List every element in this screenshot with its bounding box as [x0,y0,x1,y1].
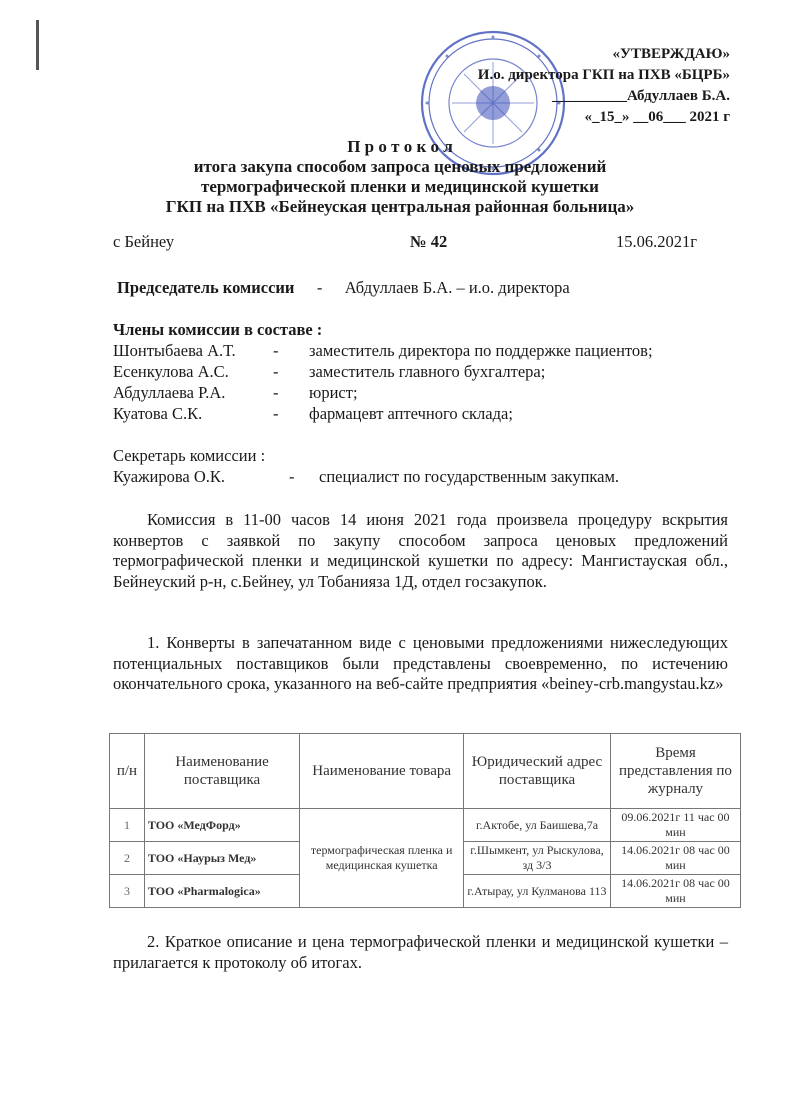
approval-line2: И.о. директора ГКП на ПХВ «БЦРБ» [477,67,730,83]
header-date: 15.06.2021г [616,232,698,251]
intro-paragraph: Комиссия в 11-00 часов 14 июня 2021 года произвела процедуру вскрытия конвертов с заявкой по закупу способом запроса ценовых предложений термографической пленки и медицинской кушетки по адресу: Мангистауская обл., Бейнеуский р-н, с.Бейнеу, ул Тобанияза 1Д, отдел госзакупок. [113,510,728,591]
approval-line4: «_15_» __06___ 2021 г [584,109,730,125]
secretary-name: Куажирова О.К. [113,467,226,486]
secretary-row: Куажирова О.К. - специалист по государственным закупкам. [113,467,620,486]
header-place: с Бейнеу [113,232,175,251]
header-number: № 42 [410,232,448,251]
member-role: заместитель директора по поддержке пациентов; [309,341,653,360]
table-row [110,809,741,842]
title-line1: П р о т о к о л [347,137,453,156]
row-supplier: ТОО «МедФорд» [144,809,299,842]
row-time: 14.06.2021г 08 час 00 мин [610,842,740,875]
item2-number: 2. [147,932,160,951]
secretary-role: специалист по государственным закупкам. [319,467,620,486]
member-name: Шонтыбаева А.Т. [113,341,236,360]
row-address: г.Атырау, ул Кулманова 113 [464,875,611,908]
row-supplier: ТОО «Pharmalogica» [144,875,299,908]
row-number: 2 [110,842,145,875]
item1-number: 1. [147,633,160,652]
member-role: фармацевт аптечного склада; [309,404,513,423]
col-header-address: Юридический адрес поставщика [464,734,611,809]
protocol-title [0,137,800,217]
chairman-person: Абдуллаев Б.А. – и.о. директора [344,278,570,297]
title-line3: термографической пленки и медицинской кушетки [201,177,599,196]
row-address: г.Актобе, ул Баишева,7а [464,809,611,842]
chairman-dash: - [316,278,323,297]
member-name: Куатова С.К. [113,404,203,423]
member-role: юрист; [309,383,358,402]
chairman-row [117,278,570,299]
secretary-heading: Секретарь комиссии : [113,446,266,465]
suppliers-table [109,733,741,908]
table-header-row [110,734,741,809]
member-name: Есенкулова А.С. [113,362,229,381]
item1-text: Конверты в запечатанном виде с ценовыми предложениями нижеследующих потенциальных поставщиков были представлены своевременно, по истечению окончательного срока, указанного на веб-сайте предприятия «beiney-crb.mangystau.kz» [113,633,729,693]
member-role: заместитель главного бухгалтера; [309,362,546,381]
approval-block [478,44,730,128]
approval-line3: __________Абдуллаев Б.А. [551,88,730,104]
row-time: 14.06.2021г 08 час 00 мин [610,875,740,908]
member-row: Есенкулова А.С. - заместитель главного бухгалтера; [113,362,546,381]
item1-paragraph [113,633,728,695]
row-product: термографическая пленка и медицинская кушетка [300,809,464,908]
row-number: 1 [110,809,145,842]
member-row: Абдуллаева Р.А. - юрист; [113,383,358,402]
col-header-time: Время представления по журналу [610,734,740,809]
row-supplier: ТОО «Наурыз Мед» [144,842,299,875]
member-row: Куатова С.К. - фармацевт аптечного склада; [113,404,513,423]
margin-mark [36,20,39,70]
title-line2: итога закупа способом запроса ценовых предложений [193,157,607,176]
item2-paragraph [113,932,728,973]
row-number: 3 [110,875,145,908]
col-header-number: п/н [110,734,145,809]
member-name: Абдуллаева Р.А. [113,383,226,402]
members-heading: Члены комиссии в составе : [113,320,323,339]
approval-line1: «УТВЕРЖДАЮ» [612,46,730,62]
col-header-supplier: Наименование поставщика [144,734,299,809]
row-address: г.Шымкент, ул Рыскулова, зд 3/3 [464,842,611,875]
item2-text: Краткое описание и цена термографической пленки и медицинской кушетки – прилагается к протоколу об итогах. [113,932,728,972]
member-row: Шонтыбаева А.Т. - заместитель директора по поддержке пациентов; [113,341,653,360]
row-time: 09.06.2021г 11 час 00 мин [610,809,740,842]
title-line4: ГКП на ПХВ «Бейнеуская центральная районная больница» [165,197,635,216]
col-header-product: Наименование товара [300,734,464,809]
chairman-label: Председатель комиссии [117,278,295,297]
